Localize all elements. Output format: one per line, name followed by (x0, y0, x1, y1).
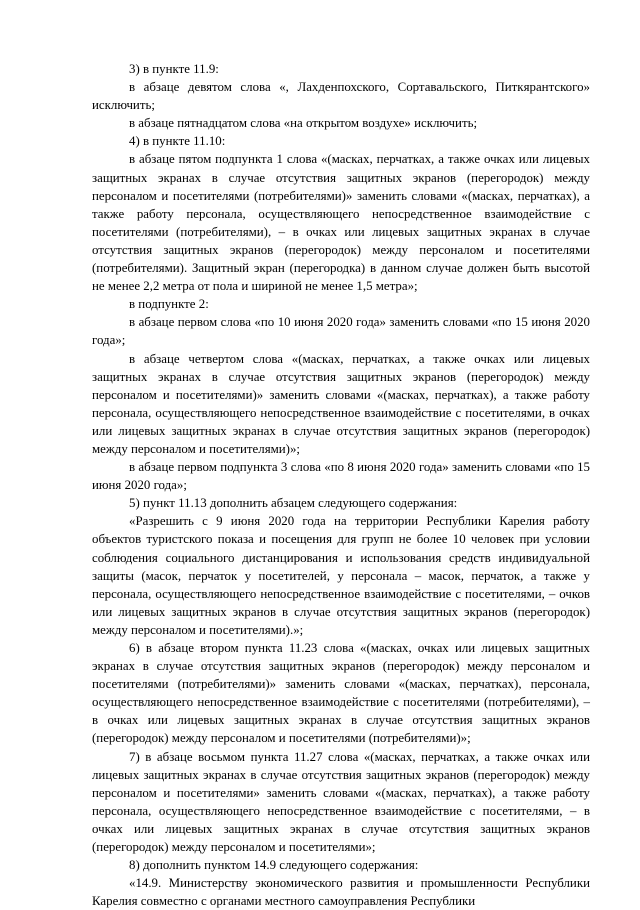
paragraph: в абзаце пятом подпункта 1 слова «(масках, перчатках, а также очках или лицевых защитных экранах в случае отсутствия защитных экранов (перегородок) между персоналом и посетителями (потребителями)» заменить словами «(масках, перчатках), а также работу персонала, осуществляющего непосредственное взаимодействие с посетителями (потребителями), – в очках или лицевых защитных экранах в случае отсутствия защитных экранов (перегородок) между персоналом и посетителями (потребителями). Защитный экран (перегородка) в данном случае должен быть высотой не менее 2,2 метра от пола и шириной не менее 1,5 метра»; (92, 152, 590, 294)
paragraph: в абзаце девятом слова «, Лахденпохского, Сортавальского, Питкярантского» исключить; (92, 80, 590, 113)
paragraph: 7) в абзаце восьмом пункта 11.27 слова «(масках, перчатках, а также очках или лицевых защитных экранах в случае отсутствия защитных экранов (перегородок) между персоналом и посетителями» заменить словами «(масках, перчатках), а также работу персонала, осуществляющего непосредственное взаимодействие с посетителями, – в очках или лицевых защитных экранах в случае отсутствия защитных экранов (перегородок) между персоналом и посетителями»; (92, 749, 590, 855)
paragraph: 6) в абзаце втором пункта 11.23 слова «(масках, очках или лицевых защитных экранах в случае отсутствия защитных экранов (перегородок) между персоналом и посетителями (потребителями)» заменить словами «(масках, перчатках), персонала, осуществляющего непосредственное взаимодействие с посетителями (потребителями), – в очках или лицевых защитных экранах в случае отсутствия защитных экранов (перегородок) между персоналом и посетителями (потребителями)»; (92, 641, 590, 746)
paragraph: в абзаце первом слова «по 10 июня 2020 года» заменить словами «по 15 июня 2020 года»; (92, 315, 590, 348)
paragraph: «14.9. Министерству экономического развития и промышленности Республики Карелия совместно с органами местного самоуправления Республики (92, 876, 590, 909)
paragraph: в абзаце пятнадцатом слова «на открытом воздухе» исключить; (129, 116, 478, 131)
paragraph: в абзаце четвертом слова «(масках, перчатках, а также очках или лицевых защитных экранах в случае отсутствия защитных экранов (перегородок) между персоналом и посетителями)» заменить словами «(масках, перчатках), а также работу персонала, осуществляющего непосредственное взаимодействие с посетителями, в очках или лицевых защитных экранах в случае отсутствия защитных экранов (перегородок) между персоналом и посетителями)»; (92, 351, 590, 456)
paragraph: в подпункте 2: (129, 297, 209, 312)
paragraph: 3) в пункте 11.9: (129, 62, 219, 76)
paragraph: 8) дополнить пунктом 14.9 следующего содержания: (129, 858, 419, 873)
document-body (92, 60, 590, 910)
paragraph: в абзаце первом подпункта 3 слова «по 8 июня 2020 года» заменить словами «по 15 июня 2020 года»; (92, 460, 590, 493)
paragraph: 5) пункт 11.13 дополнить абзацем следующего содержания: (129, 496, 458, 511)
paragraph: «Разрешить с 9 июня 2020 года на территории Республики Карелия работу объектов туристского показа и посещения для групп не более 10 человек при условии соблюдения социального дистанцирования и использования средств индивидуальной защиты (масок, перчаток у посетителей, у персонала – масок, перчаток, а также у персонала, осуществляющего непосредственное взаимодействие с посетителями, – очков или лицевых защитных экранов в случае отсутствия защитных экранов (перегородок) между персоналом и посетителями).»; (92, 514, 590, 637)
paragraph: 4) в пункте 11.10: (129, 134, 226, 149)
